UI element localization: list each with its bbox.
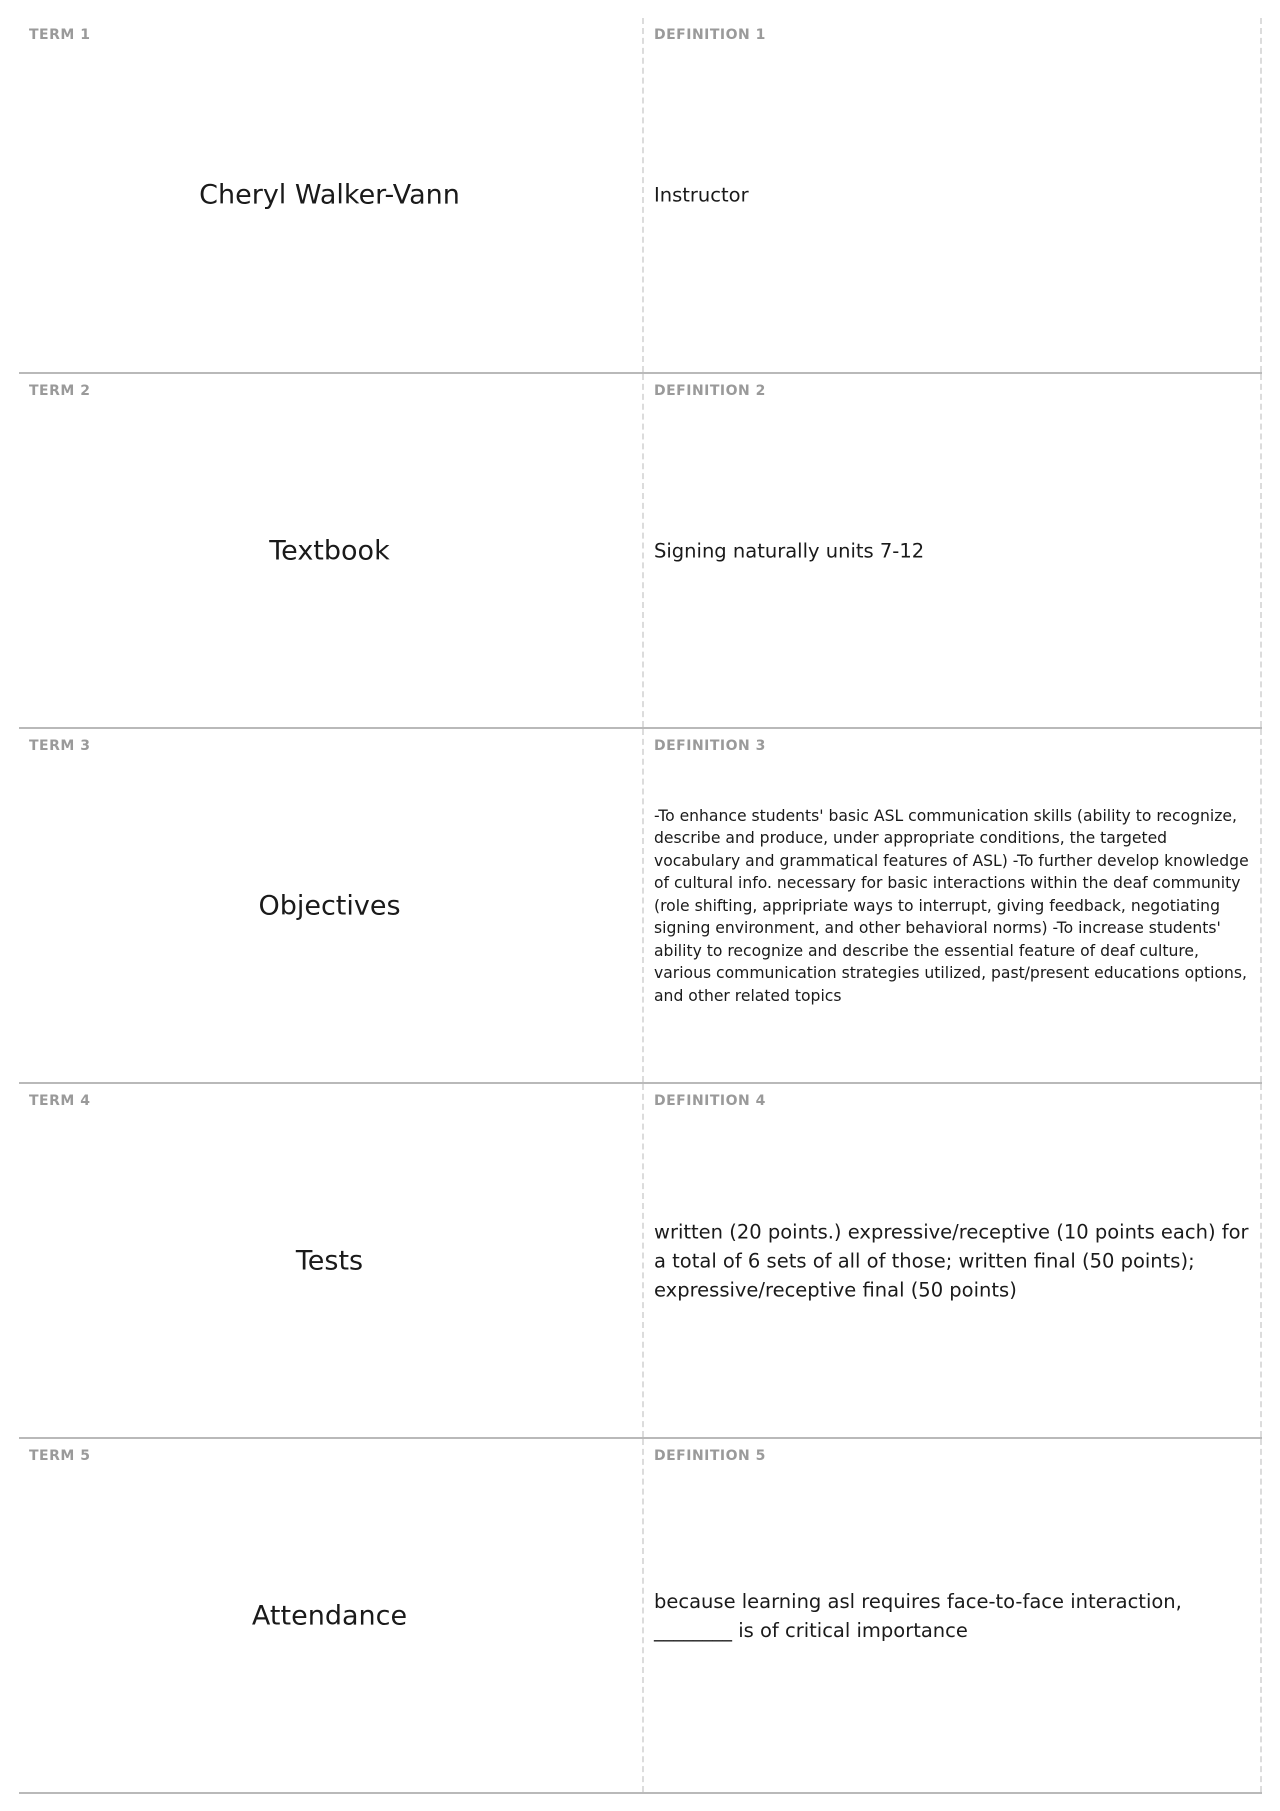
definition-label: DEFINITION 3 (654, 738, 766, 754)
definition-cell (642, 18, 1262, 372)
definition-text: because learning asl requires face-to-face interaction, ________ is of critical importance (654, 1589, 1182, 1642)
term-label: TERM 5 (29, 1448, 91, 1464)
definition-text: -To enhance students' basic ASL communication skills (ability to recognize, describe and produce, under appropriate conditions, the targeted vocabulary and grammatical features of ASL) -To further develop knowledge of cultural info. necessary for basic interactions within the deaf community (role shifting, appripriate ways to interrupt, giving feedback, negotiating signing environment, and other behavioral norms) -To increase students' ability to recognize and describe the essential feature of deaf culture, various communication strategies utilized, past/present educations options, and other related topics (654, 806, 1249, 1005)
definition-text: Signing naturally units 7-12 (654, 539, 925, 562)
card-row-5 (19, 1439, 1262, 1794)
term-text: Attendance (251, 1600, 408, 1631)
term-label: TERM 4 (29, 1093, 91, 1109)
definition-cell (642, 1084, 1262, 1437)
definition-label: DEFINITION 5 (654, 1448, 766, 1464)
card-row-2 (19, 374, 1262, 729)
definition-text: written (20 points.) expressive/receptive (10 points each) for a total of 6 sets of all of those; written final (50 points); expressive/receptive final (50 points) (654, 1220, 1249, 1301)
term-cell (19, 18, 642, 372)
definition-text: Instructor (654, 183, 749, 207)
term-cell (19, 1439, 642, 1792)
term-cell (19, 729, 642, 1082)
definition-label: DEFINITION 1 (654, 27, 766, 43)
card-row-4 (19, 1084, 1262, 1439)
term-label: TERM 3 (29, 738, 91, 754)
card-row-3 (19, 729, 1262, 1084)
term-text: Tests (295, 1245, 364, 1276)
flashcard-sheet (19, 18, 1262, 1794)
definition-cell (642, 1439, 1262, 1792)
card-row-1 (19, 18, 1262, 374)
term-label: TERM 2 (29, 383, 91, 399)
definition-cell (642, 729, 1262, 1082)
term-text: Textbook (269, 535, 390, 566)
definition-cell (642, 374, 1262, 727)
term-label: TERM 1 (29, 27, 91, 43)
term-cell (19, 1084, 642, 1437)
definition-label: DEFINITION 2 (654, 383, 766, 399)
definition-label: DEFINITION 4 (654, 1093, 766, 1109)
term-cell (19, 374, 642, 727)
term-text: Cheryl Walker-Vann (199, 179, 460, 211)
term-text: Objectives (258, 890, 401, 921)
